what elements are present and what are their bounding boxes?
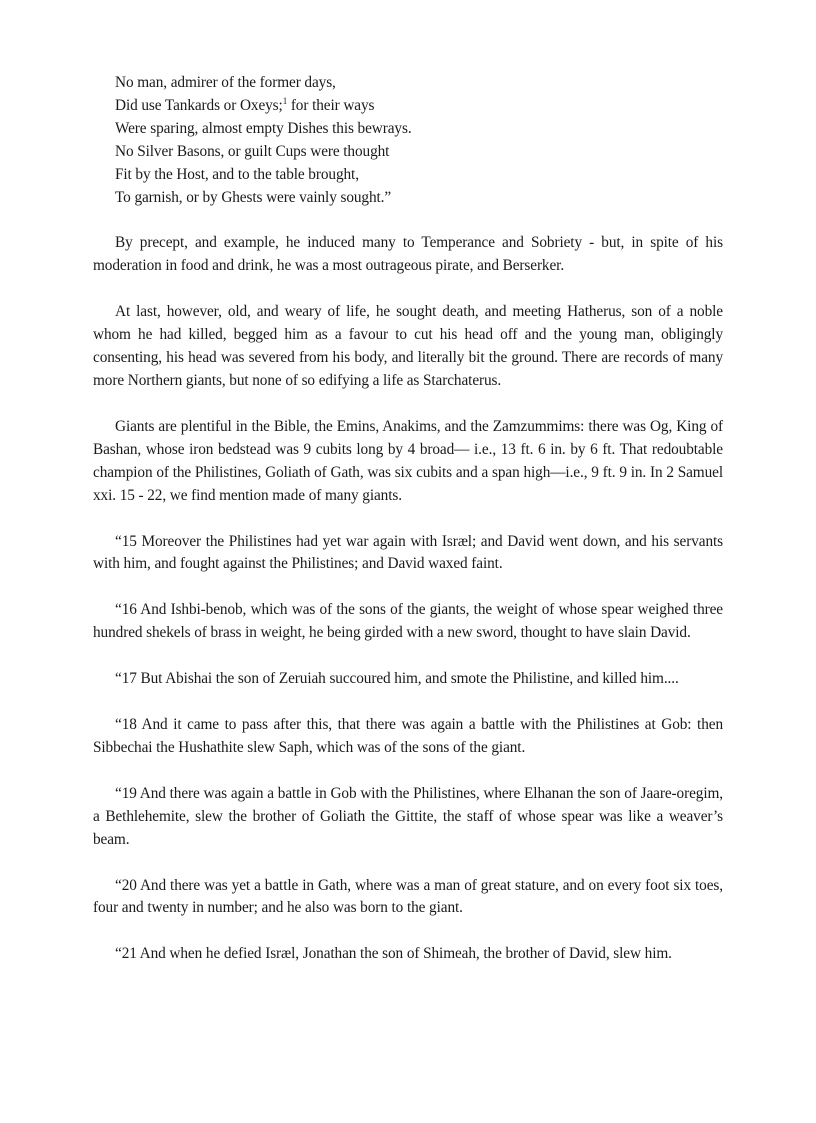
paragraph-verse-20: “20 And there was yet a battle in Gath, where was a man of great stature, and on every foot six toes, four and twenty in number; and he also was born to the giant. bbox=[93, 876, 723, 917]
poem-line-2 bbox=[115, 95, 723, 118]
poem-line-4: No Silver Basons, or guilt Cups were thought bbox=[115, 142, 390, 160]
paragraph-temperance: By precept, and example, he induced many to Temperance and Sobriety - but, in spite of his moderation in food and drink, he was a most outrageous pirate, and Berserker. bbox=[93, 234, 723, 275]
poem-line-1: No man, admirer of the former days, bbox=[115, 74, 336, 91]
paragraph-verse-18: “18 And it came to pass after this, that there was again a battle with the Philistines at Gob: then Sibbechai the Hushathite slew Saph, which was of the sons of the giant. bbox=[93, 716, 723, 756]
footnote-marker: 1 bbox=[282, 95, 288, 106]
paragraph-verse-21: “21 And when he defied Isræl, Jonathan the son of Shimeah, the brother of David, slew him. bbox=[115, 945, 672, 963]
poem-line-2-rest: for their ways bbox=[287, 96, 375, 114]
document-page bbox=[93, 72, 723, 966]
paragraph-verse-15: “15 Moreover the Philistines had yet war again with Isræl; and David went down, and his servants with him, and fought against the Philistines; and David waxed faint. bbox=[93, 532, 723, 573]
poem-line-3: Were sparing, almost empty Dishes this bewrays. bbox=[115, 119, 412, 137]
paragraph-bible-giants: Giants are plentiful in the Bible, the Emins, Anakims, and the Zamzummims: there was Og, King of Bashan, whose iron bedstead was 9 cubits long by 4 broad— i.e., 13 ft. 6 in. by 6 ft. That redoubtable champion of the Philistines, Goliath of Gath, was six cubits and a span high—i.e., 9 ft. 9 in. In 2 Samuel xxi. 15 - 22, we find mention made of many giants. bbox=[93, 417, 723, 504]
paragraph-verse-19: “19 And there was again a battle in Gob with the Philistines, where Elhanan the son of Jaare-oregim, a Bethlehemite, slew the brother of Goliath the Gittite, the staff of whose spear was like a weaver’s beam. bbox=[93, 784, 723, 848]
poem-line-6: To garnish, or by Ghests were vainly sought.” bbox=[115, 188, 392, 206]
poem-block bbox=[115, 72, 723, 209]
paragraph-verse-17: “17 But Abishai the son of Zeruiah succoured him, and smote the Philistine, and killed him.... bbox=[115, 670, 679, 688]
poem-line-5: Fit by the Host, and to the table brought, bbox=[115, 165, 359, 183]
poem-line-2-text: Did use Tankards or Oxeys; bbox=[115, 96, 283, 114]
paragraph-verse-16: “16 And Ishbi-benob, which was of the sons of the giants, the weight of whose spear weighed three hundred shekels of brass in weight, he being girded with a new sword, thought to have slain David. bbox=[93, 601, 723, 642]
paragraph-death: At last, however, old, and weary of life, he sought death, and meeting Hatherus, son of a noble whom he had killed, begged him as a favour to cut his head off and the young man, obligingly consenting, his head was severed from his body, and literally bit the ground. There are records of many more Northern giants, but none of so edifying a life as Starchaterus. bbox=[93, 303, 723, 389]
